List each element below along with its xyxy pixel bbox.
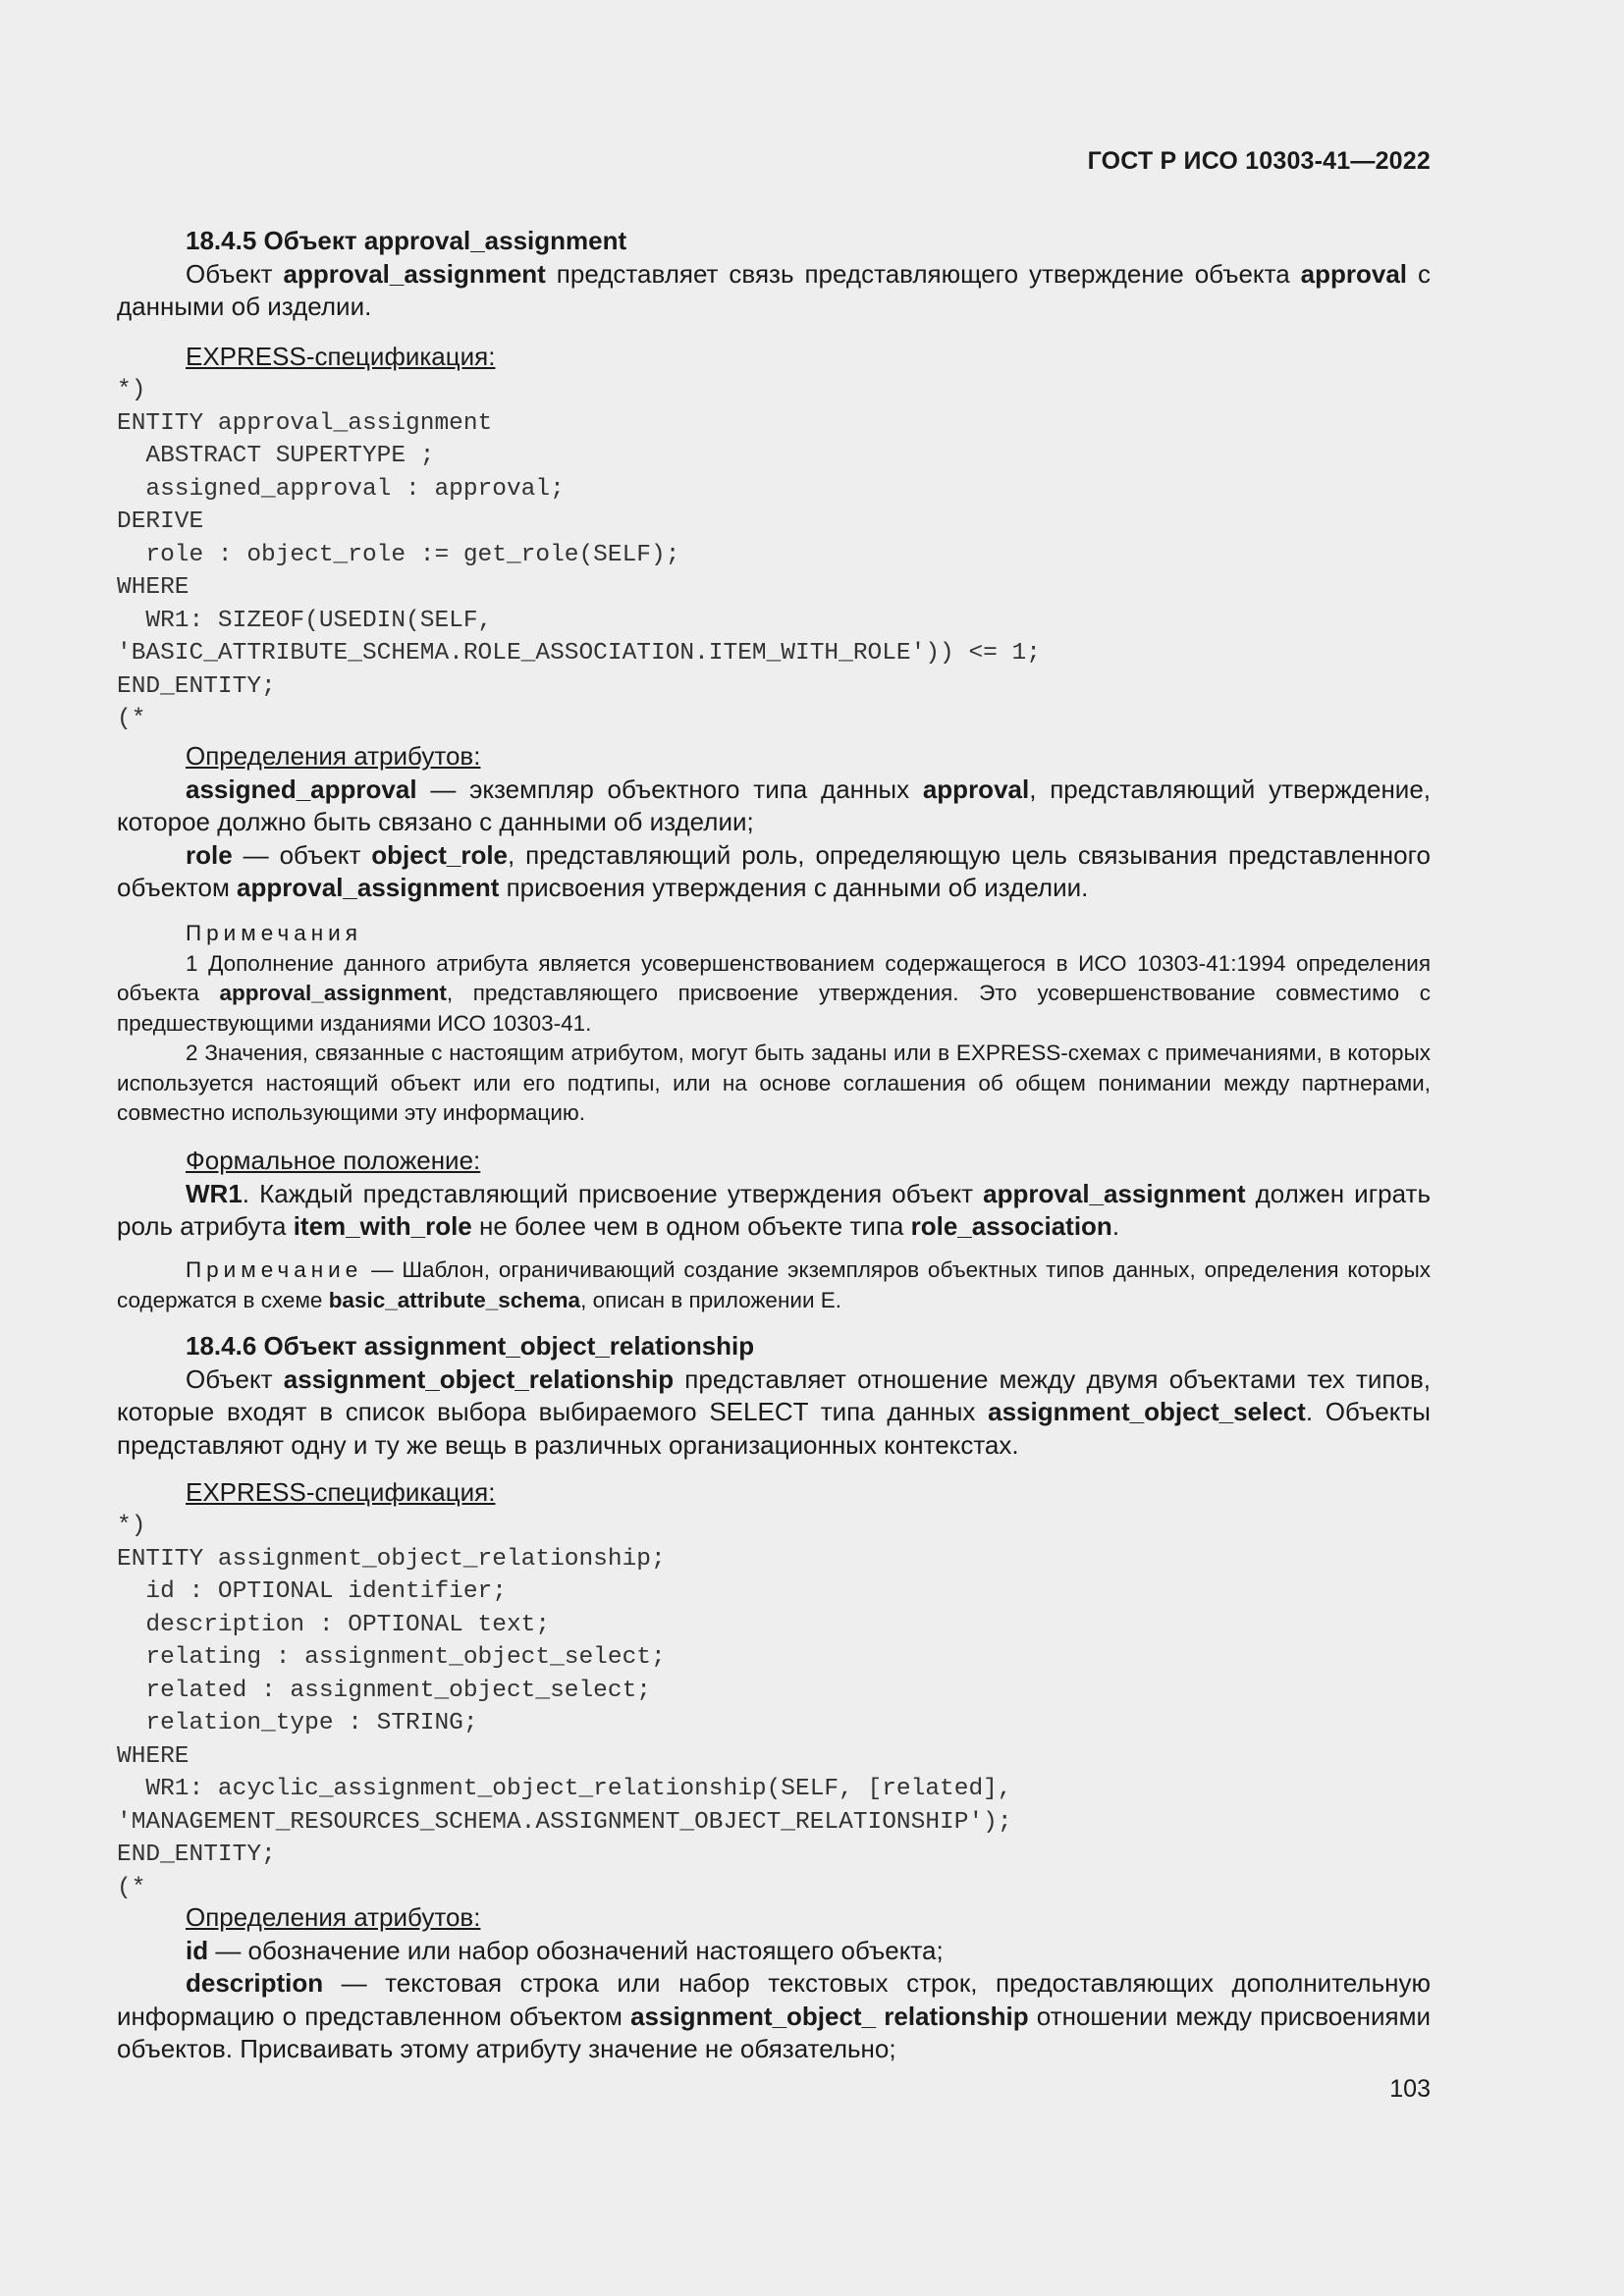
code-line: END_ENTITY;	[117, 1842, 276, 1868]
code-line: id : OPTIONAL identifier;	[117, 1578, 507, 1605]
code-line: role : object_role := get_role(SELF);	[117, 541, 680, 568]
code-line: *)	[117, 1513, 146, 1539]
wr1-rule: WR1. Каждый представляющий присвоение утверждения объект approval_assignment должен играть роль атрибута item_with_role не более чем в одном объекте типа role_association.	[117, 1178, 1431, 1241]
code-line: WHERE	[117, 1742, 189, 1770]
attr-definitions-label: Определения атрибутов:	[186, 1902, 481, 1932]
attr-role: role — объект object_role, представляющий роль, определяющую цель связывания представленного объектом approval_assignment присвоения утверждения с данными об изделии.	[117, 839, 1431, 902]
code-line: description : OPTIONAL text;	[117, 1611, 551, 1638]
document-header: ГОСТ Р ИСО 10303-41—2022	[1087, 147, 1431, 175]
formal-label: Формальное положение:	[186, 1146, 481, 1175]
code-line: DERIVE	[117, 508, 204, 535]
express-code-block-2	[117, 1510, 1431, 1904]
notes-label: Примечания	[186, 921, 362, 945]
express-spec-label-2: EXPRESS-спецификация:	[186, 1477, 496, 1507]
express-spec-label: EXPRESS-спецификация:	[186, 342, 496, 371]
section-heading: 18.4.5 Объект approval_assignment	[186, 226, 627, 255]
attr-id: id — обозначение или набор обозначений настоящего объекта;	[186, 1935, 944, 1965]
express-code-block	[117, 374, 1431, 736]
code-line: related : assignment_object_select;	[117, 1677, 651, 1704]
code-line: (*	[117, 706, 146, 732]
section-18-4-5	[117, 225, 1431, 324]
code-line: ENTITY assignment_object_relationship;	[117, 1545, 666, 1573]
code-line: relating : assignment_object_select;	[117, 1644, 666, 1671]
code-line: 'BASIC_ATTRIBUTE_SCHEMA.ROLE_ASSOCIATION.ITEM_WITH_ROLE')) <= 1;	[117, 640, 1041, 667]
note-1: 1 Дополнение данного атрибута является усовершенствованием содержащегося в ИСО 10303-41:1994 определения объекта approval_assignment, представляющего присвоение утверждения. Это усовершенствование совместимо с предшествующими изданиями ИСО 10303-41.	[117, 950, 1431, 1036]
attribute-definitions-2	[117, 1901, 1431, 2066]
code-line: WR1: acyclic_assignment_object_relationship(SELF, [related],	[117, 1776, 1012, 1802]
formal-proposition	[117, 1145, 1431, 1244]
section-intro-paragraph: Объект approval_assignment представляет связь представляющего утверждение объекта approval с данными об изделии.	[117, 258, 1431, 321]
attr-definitions-label: Определения атрибутов:	[186, 741, 481, 771]
code-line: ENTITY approval_assignment	[117, 409, 493, 437]
code-line: *)	[117, 377, 146, 403]
note-template: Примечание — Шаблон, ограничивающий создание экземпляров объектных типов данных, определения которых содержатся в схеме basic_attribute_schema, описан в приложении E.	[117, 1257, 1431, 1312]
attribute-definitions	[117, 740, 1431, 905]
code-line: relation_type : STRING;	[117, 1710, 478, 1736]
code-line: assigned_approval : approval;	[117, 475, 565, 503]
code-line: 'MANAGEMENT_RESOURCES_SCHEMA.ASSIGNMENT_OBJECT_RELATIONSHIP');	[117, 1808, 1012, 1836]
attr-assigned-approval: assigned_approval — экземпляр объектного типа данных approval, представляющий утверждение, которое должно быть связано с данными об изделии;	[117, 774, 1432, 836]
note-2: 2 Значения, связанные с настоящим атрибутом, могут быть заданы или в EXPRESS-схемах с примечаниями, в которых используется настоящий объект или его подтипы, или на основе соглашения об общем понимании между партнерами, совместно использующими эту информацию.	[117, 1041, 1431, 1125]
code-line: ABSTRACT SUPERTYPE ;	[117, 443, 435, 469]
notes-block	[117, 919, 1431, 1129]
attr-description: description — текстовая строка или набор текстовых строк, предоставляющих дополнительную информацию о представленном объектом assignment_object_ relationship отношении между присвоениями объектов. Присваивать этому атрибуту значение не обязательно;	[117, 1968, 1431, 2063]
section-intro-paragraph: Объект assignment_object_relationship представляет отношение между двумя объектами тех типов, которые входят в список выбора выбираемого SELECT типа данных assignment_object_select. Объекты представляют одну и ту же вещь в различных организационных контекстах.	[117, 1363, 1431, 1460]
code-line: WHERE	[117, 574, 189, 601]
page-number: 103	[1389, 2075, 1431, 2103]
code-line: END_ENTITY;	[117, 672, 276, 700]
code-line: (*	[117, 1874, 146, 1901]
code-line: WR1: SIZEOF(USEDIN(SELF,	[117, 607, 493, 634]
section-heading: 18.4.6 Объект assignment_object_relationship	[186, 1331, 755, 1361]
section-18-4-6	[117, 1330, 1431, 1462]
